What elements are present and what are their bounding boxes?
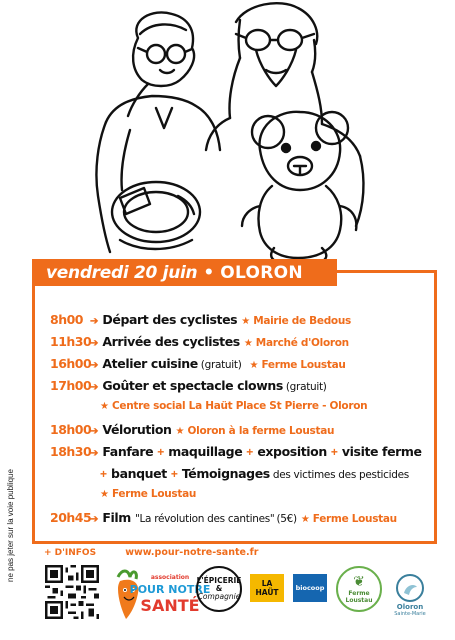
star-icon: ★ xyxy=(249,360,259,371)
schedule-time: 18h30 xyxy=(50,444,92,459)
schedule-event: Arrivée des cyclistes xyxy=(102,334,240,349)
schedule-place: Ferme Loustau xyxy=(261,359,346,371)
asso-logo-text-1: association xyxy=(150,574,190,581)
cyclists-illustration xyxy=(60,0,380,262)
schedule-place: Mairie de Bedous xyxy=(253,315,351,327)
biocoop-logo-text: biocoop xyxy=(295,584,325,592)
star-icon: ★ xyxy=(300,514,310,525)
schedule-event: Film xyxy=(102,510,131,525)
schedule-time: 11h30 xyxy=(50,334,92,349)
arrow-icon: ➔ xyxy=(90,360,99,371)
ferme-logo-text: Ferme Loustau xyxy=(345,590,373,604)
schedule-time: 20h45 xyxy=(50,510,92,525)
lahaut-logo-text: LA HAÜT xyxy=(255,579,279,597)
website-link[interactable]: www.pour-notre-sante.fr xyxy=(125,547,259,558)
schedule-note: (gratuit) xyxy=(200,359,242,371)
schedule-event: Atelier cuisine xyxy=(102,356,198,371)
schedule-event: Fanfare xyxy=(102,444,154,459)
schedule-place: Ferme Loustau xyxy=(111,488,197,500)
arrow-icon: ➔ xyxy=(90,448,99,459)
star-icon: ★ xyxy=(241,316,251,327)
logo-ferme-loustau xyxy=(336,566,382,612)
oloron-logo-text-1: Oloron xyxy=(396,603,424,611)
schedule-row xyxy=(50,444,430,466)
schedule-event: maquillage xyxy=(168,444,243,459)
schedule-note: (gratuit) xyxy=(285,381,327,393)
asso-logo-text-2: POUR NOTRE xyxy=(129,583,211,596)
schedule-place: Centre social La Haüt Place St Pierre - Oloron xyxy=(111,400,368,412)
schedule-event: Goûter et spectacle clowns xyxy=(102,378,283,393)
epicerie-logo-text-3: Compagnie xyxy=(197,592,241,602)
schedule-row-continued xyxy=(50,466,430,488)
epicerie-logo-text-1: L'ÉPICERIE xyxy=(196,575,242,585)
oloron-logo-text-2: Sainte-Marie xyxy=(394,611,426,617)
plus-icon: + xyxy=(330,445,338,459)
arrow-icon: ➔ xyxy=(90,382,99,393)
frame-line-top xyxy=(337,270,437,273)
date-separator: • xyxy=(203,262,215,283)
arrow-icon: ➔ xyxy=(90,338,99,349)
arrow-icon: ➔ xyxy=(90,514,99,525)
logo-oloron xyxy=(392,566,428,624)
schedule-row xyxy=(50,334,430,356)
asso-logo-text-3: SANTÉ xyxy=(140,596,200,615)
schedule-event: exposition xyxy=(257,444,327,459)
oloron-emblem-icon xyxy=(395,573,425,603)
schedule-row-continued xyxy=(50,400,430,422)
date-banner xyxy=(32,259,337,286)
schedule-time: 8h00 xyxy=(50,312,83,327)
schedule-row-continued xyxy=(50,488,430,510)
star-icon: ★ xyxy=(175,426,185,437)
schedule-event: Témoignages xyxy=(181,466,270,481)
plus-icon: + xyxy=(170,467,178,481)
plus-icon: + xyxy=(100,467,108,481)
schedule-time: 17h00 xyxy=(50,378,92,393)
schedule-event: banquet xyxy=(111,466,167,481)
schedule-time: 18h00 xyxy=(50,422,92,437)
epicerie-logo-text-2: & xyxy=(215,583,223,593)
schedule-note: "La révolution des cantines" xyxy=(134,513,275,525)
logo-pour-notre-sante xyxy=(112,563,211,621)
plus-icon: + xyxy=(157,445,165,459)
star-icon: ★ xyxy=(100,401,109,412)
event-date: vendredi 20 juin xyxy=(46,262,198,283)
schedule-list xyxy=(50,312,430,532)
schedule-row xyxy=(50,356,430,378)
logo-epicerie xyxy=(196,566,242,612)
schedule-row xyxy=(50,312,430,334)
event-city: OLORON xyxy=(220,262,303,283)
logo-biocoop xyxy=(293,574,327,602)
infos-label: + D'INFOS xyxy=(44,548,97,558)
star-icon: ★ xyxy=(243,338,253,349)
schedule-place: Marché d'Oloron xyxy=(255,337,349,349)
schedule-event: Vélorution xyxy=(102,422,172,437)
schedule-event: Départ des cyclistes xyxy=(102,312,238,327)
arrow-icon: ➔ xyxy=(90,316,99,327)
disposal-notice: ne pas jeter sur la voie publique xyxy=(6,469,15,582)
schedule-place: Ferme Loustau xyxy=(312,513,397,525)
schedule-event: visite ferme xyxy=(341,444,422,459)
carrot-icon xyxy=(112,563,211,621)
logo-la-haut xyxy=(250,574,284,602)
schedule-note: des victimes des pesticides xyxy=(272,469,409,481)
arrow-icon: ➔ xyxy=(90,426,99,437)
schedule-place: Oloron à la ferme Loustau xyxy=(187,425,335,437)
schedule-time: 16h00 xyxy=(50,356,92,371)
schedule-price: (5€) xyxy=(276,513,297,525)
leaf-icon: ❦ xyxy=(353,574,365,590)
infos-line xyxy=(44,547,258,558)
schedule-row xyxy=(50,378,430,400)
schedule-row xyxy=(50,510,430,532)
schedule-row xyxy=(50,422,430,444)
qr-code[interactable] xyxy=(45,565,99,619)
plus-icon: + xyxy=(246,445,254,459)
star-icon: ★ xyxy=(100,489,109,500)
